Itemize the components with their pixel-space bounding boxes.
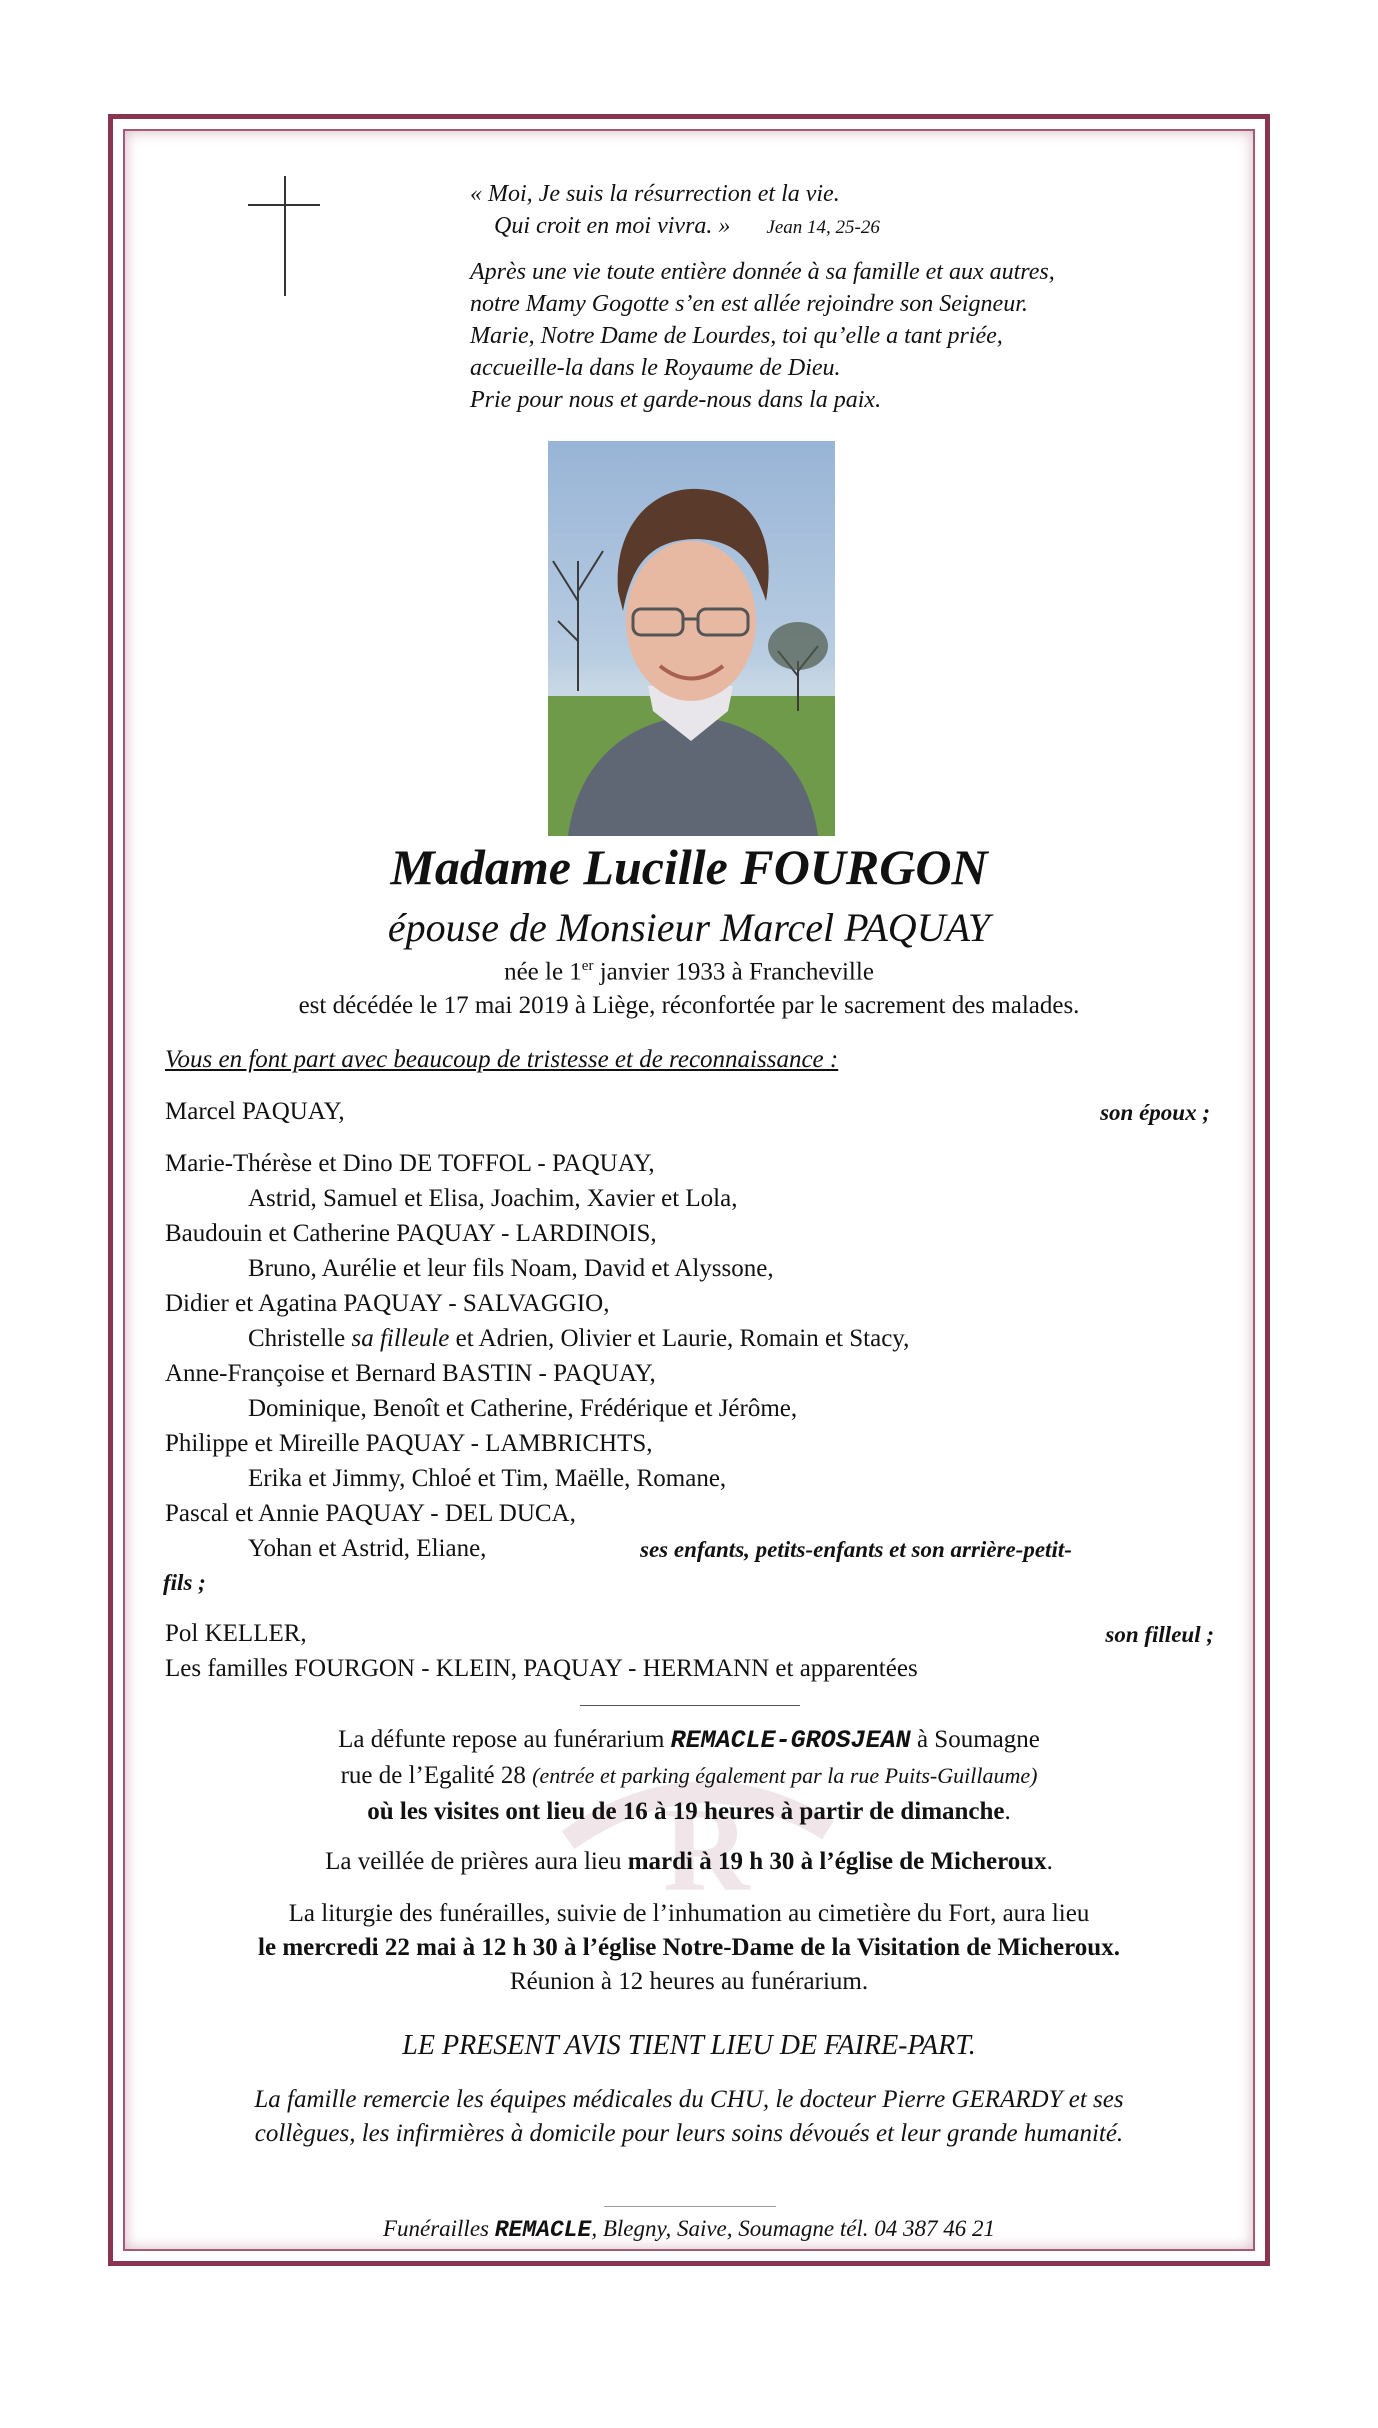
footer-line — [0, 2216, 1378, 2243]
visits-line — [0, 1798, 1378, 1826]
funerarium-post: à Soumagne — [910, 1726, 1040, 1753]
quote-line-1: « Moi, Je suis la résurrection et la vie. — [470, 181, 840, 207]
prayer-line: Marie, Notre Dame de Lourdes, toi qu’elle a tant priée, — [470, 323, 1003, 349]
christelle-pre: Christelle — [248, 1325, 352, 1352]
visits-bold: où les visites ont lieu de 16 à 19 heures à partir de dimanche — [367, 1798, 1005, 1825]
prayer-line: notre Mamy Gogotte s’en est allée rejoindre son Seigneur. — [470, 291, 1028, 317]
portrait-illustration — [548, 441, 835, 836]
address-pre: rue de l’Egalité 28 — [340, 1762, 533, 1789]
funerarium-brand: REMACLE-GROSJEAN — [670, 1726, 911, 1755]
quote-text: Qui croit en moi vivra. » — [494, 213, 731, 239]
prayer-line: accueille-la dans le Royaume de Dieu. — [470, 355, 841, 381]
thanks-line-1: La famille remercie les équipes médicales du CHU, le docteur Pierre GERARDY et ses — [254, 2086, 1124, 2113]
svg-text:R: R — [663, 1783, 750, 1910]
family-line — [248, 1325, 909, 1353]
prayer-text — [470, 256, 1230, 416]
family-line: Dominique, Benoît et Catherine, Frédérique et Jérôme, — [248, 1395, 798, 1422]
christelle-post: et Adrien, Olivier et Laurie, Romain et Stacy, — [449, 1325, 910, 1352]
family-line: Bruno, Aurélie et leur fils Noam, David et Alyssone, — [248, 1255, 774, 1282]
footer-divider — [604, 2206, 776, 2207]
liturgy-line-2: le mercredi 22 mai à 12 h 30 à l’église Notre-Dame de la Visitation de Micheroux. — [258, 1934, 1120, 1961]
vigil-bold: mardi à 19 h 30 à l’église de Micheroux — [627, 1848, 1047, 1875]
section-divider — [580, 1705, 800, 1706]
footer-pre: Funérailles — [382, 2216, 495, 2241]
related-families: Les familles FOURGON - KLEIN, PAQUAY - HERMANN et apparentées — [165, 1655, 918, 1682]
family-line: Erika et Jimmy, Chloé et Tim, Maëlle, Romane, — [248, 1465, 727, 1492]
deceased-name: Madame Lucille FOURGON — [390, 839, 988, 895]
notice-line: LE PRESENT AVIS TIENT LIEU DE FAIRE-PART. — [402, 2030, 976, 2061]
husband-role: son époux ; — [1100, 1100, 1210, 1125]
footer-post: , Blegny, Saive, Soumagne tél. 04 387 46 21 — [591, 2216, 996, 2241]
liturgy-line-1: La liturgie des funérailles, suivie de l’inhumation au cimetière du Fort, aura lieu — [288, 1900, 1090, 1927]
portrait-photo — [548, 441, 835, 836]
thanks-line-2: collègues, les infirmières à domicile pour leurs soins dévoués et leur grande humanité. — [254, 2120, 1124, 2147]
birth-line — [0, 958, 1378, 986]
family-line: Didier et Agatina PAQUAY - SALVAGGIO, — [165, 1290, 610, 1317]
godson-name: Pol KELLER, — [165, 1620, 307, 1647]
family-line: Marie-Thérèse et Dino DE TOFFOL - PAQUAY, — [165, 1150, 655, 1177]
cross-icon-bar — [248, 204, 320, 206]
birth-sup: er — [581, 958, 594, 974]
funerarium-pre: La défunte repose au funérarium — [338, 1726, 671, 1753]
family-line: Philippe et Mireille PAQUAY - LAMBRICHTS, — [165, 1430, 653, 1457]
birth-pre: née le 1 — [504, 958, 582, 986]
children-role-cont: fils ; — [163, 1570, 206, 1595]
godson-role: son filleul ; — [1105, 1622, 1214, 1647]
family-line: Yohan et Astrid, Eliane, — [248, 1535, 487, 1562]
vigil-post: . — [1046, 1848, 1053, 1875]
children-role: ses enfants, petits-enfants et son arrière-petit- — [640, 1537, 1072, 1562]
family-line: Anne-Françoise et Bernard BASTIN - PAQUAY, — [165, 1360, 656, 1387]
vigil-pre: La veillée de prières aura lieu — [325, 1848, 628, 1875]
funerarium-line — [0, 1726, 1378, 1755]
birth-post: janvier 1933 à Francheville — [593, 958, 874, 986]
visits-post: . — [1004, 1798, 1011, 1825]
footer-brand: REMACLE — [494, 2217, 592, 2243]
quote-line-2 — [494, 210, 880, 244]
quote-reference: Jean 14, 25-26 — [766, 217, 880, 238]
husband-name: Marcel PAQUAY, — [165, 1098, 345, 1125]
prayer-line: Après une vie toute entière donnée à sa famille et aux autres, — [470, 259, 1055, 285]
family-line: Pascal et Annie PAQUAY - DEL DUCA, — [165, 1500, 576, 1527]
liturgy-line-3: Réunion à 12 heures au funérarium. — [509, 1968, 869, 1995]
family-line: Astrid, Samuel et Elisa, Joachim, Xavier et Lola, — [248, 1185, 738, 1212]
family-line: Baudouin et Catherine PAQUAY - LARDINOIS, — [165, 1220, 657, 1247]
christelle-italic: sa filleule — [351, 1325, 450, 1352]
address-line — [0, 1762, 1378, 1790]
spouse-line: épouse de Monsieur Marcel PAQUAY — [387, 905, 991, 950]
vigil-line — [0, 1848, 1378, 1876]
cross-icon — [284, 176, 286, 296]
address-italic: (entrée et parking également par la rue Puits-Guillaume) — [532, 1763, 1038, 1788]
prayer-line: Prie pour nous et garde-nous dans la paix. — [470, 387, 882, 413]
announcement-intro: Vous en font part avec beaucoup de tristesse et de reconnaissance : — [165, 1046, 839, 1073]
death-line: est décédée le 17 mai 2019 à Liège, réconfortée par le sacrement des malades. — [298, 992, 1080, 1019]
